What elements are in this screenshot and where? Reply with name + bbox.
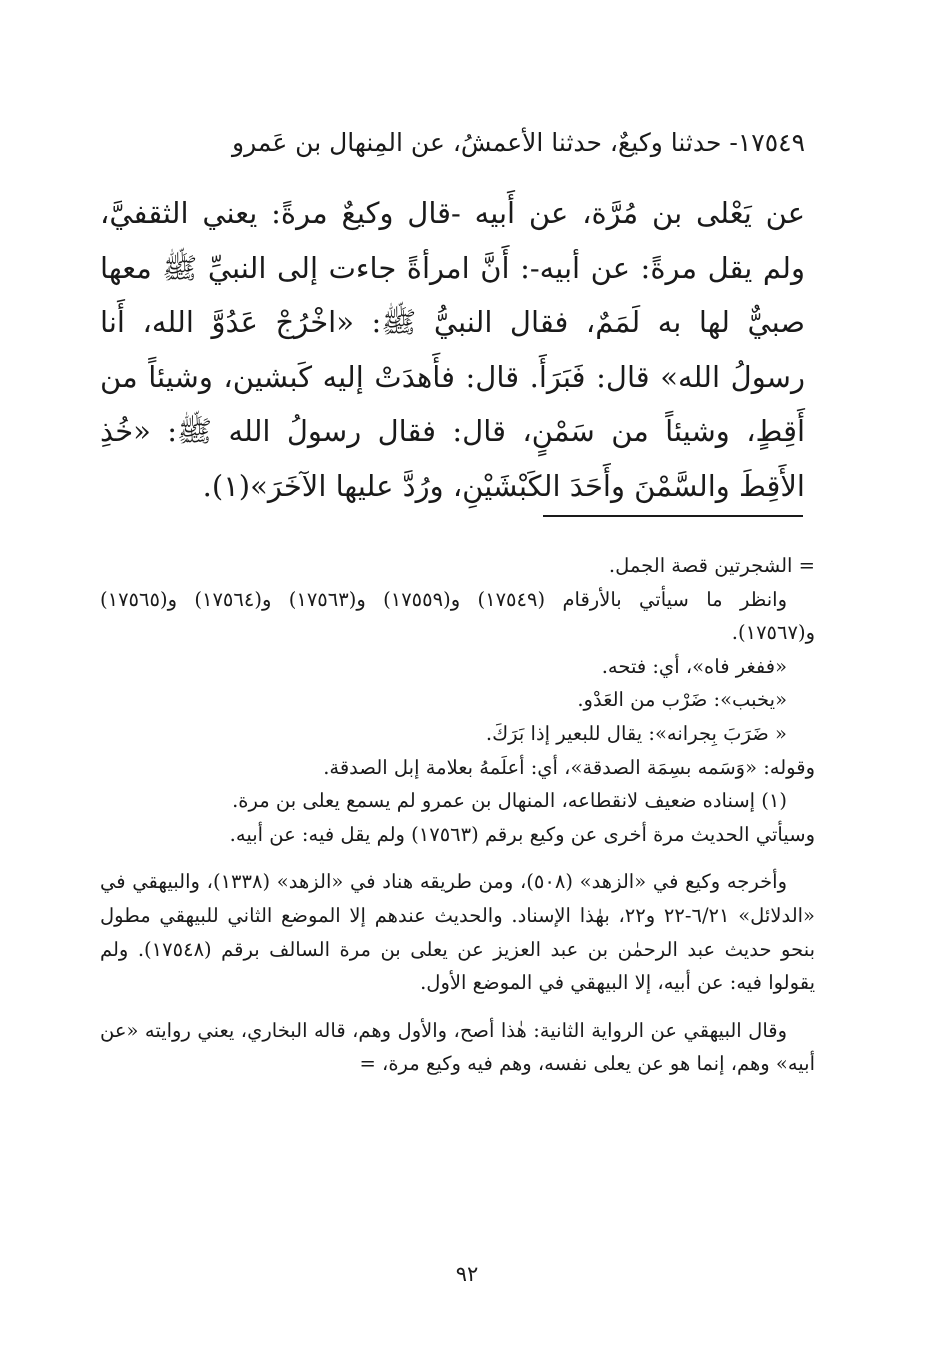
page-number: ٩٢ — [455, 1262, 479, 1286]
footnote-gloss: « ضَرَبَ بِجرانه»: يقال للبعير إذا بَرَكَ. — [485, 721, 787, 745]
footnote-1: (١) إسناده ضعيف لانقطاعه، المنهال بن عمرو لم يسمع يعلى بن مرة. — [232, 789, 787, 813]
footnote-1-sources: وأخرجه وكيع في «الزهد» (٥٠٨)، ومن طريقه هناد في «الزهد» (١٣٣٨)، والبيهقي في «الدلائل» ٦/٢١-٢٢ و٢٢، بهٰذا الإسناد. والحديث عندهم إلا الموضع الثاني للبيهقي مطول بنحو حديث عبد الرحمٰن بن عبد العزيز عن يعلى بن مرة السالف برقم (١٧٥٤٨). ولم يقولوا فيه: عن أبيه، إلا البيهقي في الموضع الأول. — [100, 870, 816, 995]
footnote-continuation: = الشجرتين قصة الجمل. — [608, 554, 815, 577]
footnote-see-also: وانظر ما سيأتي بالأرقام (١٧٥٤٩) و(١٧٥٥٩) و(١٧٥٦٣) و(١٧٥٦٤) و(١٧٥٦٥) و(١٧٥٦٧). — [100, 587, 815, 645]
footnote-gloss: «ففغر فاه»، أي: فتحه. — [601, 654, 787, 678]
hadith-first-line: ١٧٥٤٩- حدثنا وكيعٌ، حدثنا الأعمشُ، عن المِنهال بن عَمرو — [232, 128, 805, 157]
footnote-1-continued: وسيأتي الحديث مرة أخرى عن وكيع برقم (١٧٥٦٣) ولم يقل فيه: عن أبيه. — [229, 822, 815, 846]
footnote-separator — [543, 515, 803, 517]
hadith-text — [100, 186, 805, 513]
footnotes — [100, 549, 815, 1081]
footnote-gloss: «يخبب»: ضَرْب من العَدْو. — [577, 688, 787, 712]
hadith-header — [100, 125, 805, 161]
footnote-gloss: وقوله: «وَسَمه بسِمَة الصدقة»، أي: أعلَمهُ بعلامة إبل الصدقة. — [323, 755, 815, 779]
hadith-body: عن يَعْلى بن مُرَّة، عن أَبيه -قال وكيعٌ مرةً: يعني الثقفيَّ، ولم يقل مرةً: عن أبيه-: أَنَّ امرأةً جاءت إلى النبيِّ ﷺ معها صبيٌّ لها به لَمَمٌ، فقال النبيُّ ﷺ: «اخْرُجْ عَدُوَّ الله، أَنا رسولُ الله» قال: فَبَرَأَ. قال: فأَهدَتْ إليه كَبشين، وشيئاً من أَقِطٍ، وشيئاً من سَمْنٍ، قال: فقال رسولُ الله ﷺ: «خُذِ الأَقِطَ والسَّمْنَ وأَحَدَ الكَبْشَيْنِ، ورُدَّ عليها الآخَرَ»(١). — [100, 196, 805, 503]
footnote-1-bayhaqi: وقال البيهقي عن الرواية الثانية: هٰذا أصح، والأول وهم، قاله البخاري، يعني روايته «عن أبيه» وهم، إنما هو عن يعلى نفسه، وهم فيه وكيع مرة، = — [100, 1018, 815, 1076]
